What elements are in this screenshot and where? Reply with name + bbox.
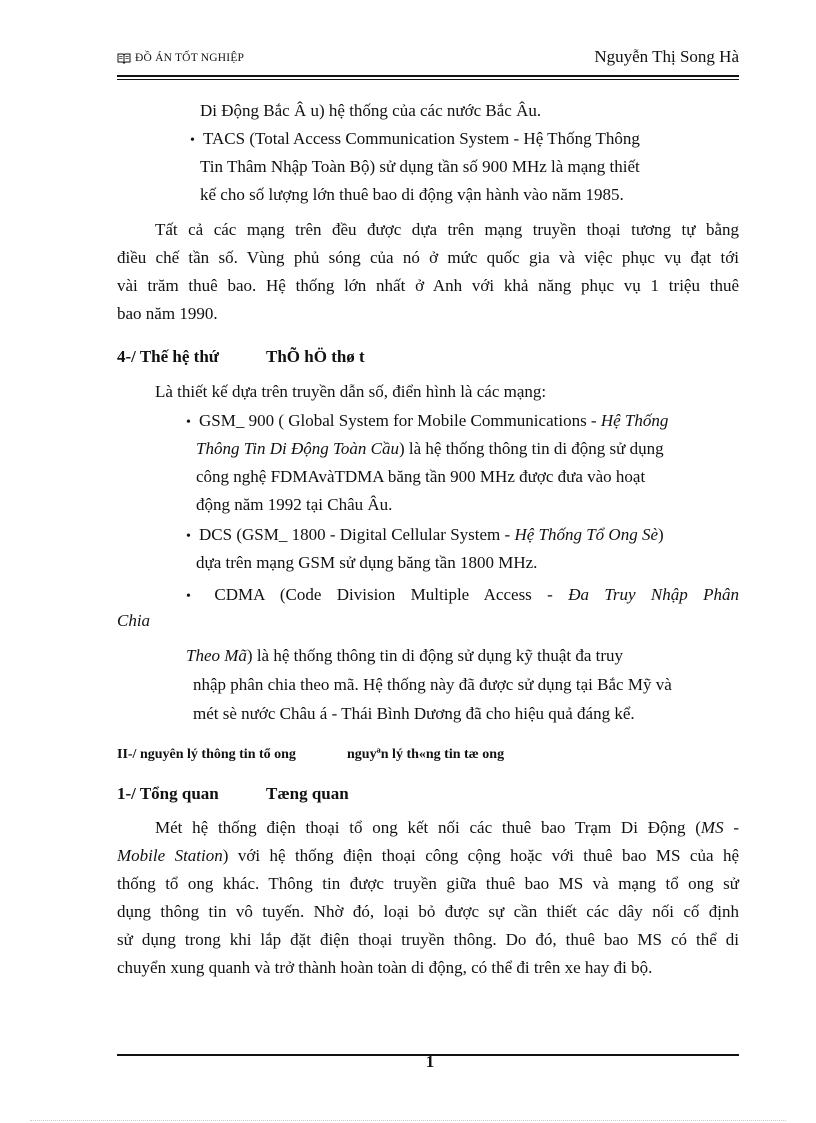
paragraph-line: thống tổ ong khác. Thông tin được truyền giữa thuê bao MS và mạng tổ ong sử	[117, 874, 739, 893]
chapter-heading-alt: nguyªn lý th«ng tin tæ ong	[347, 747, 505, 762]
paragraph-line: Mét hệ thống điện thoại tổ ong kết nối các thuê bao Trạm Di Động (MS -	[155, 818, 739, 837]
text-line: Tin Thâm Nhập Toàn Bộ) sử dụng tần số 900 MHz là mạng thiết	[200, 157, 640, 176]
text-line: dựa trên mạng GSM sử dụng băng tần 1800 MHz.	[196, 553, 538, 572]
text-line: Chia	[117, 611, 151, 630]
header-left	[117, 52, 244, 64]
section-heading: 4-/ Thế hệ thứ	[117, 347, 219, 366]
book-icon	[117, 53, 131, 64]
paragraph-line: Tất cả các mạng trên đều được dựa trên mạng truyền thoại tương tự bằng	[155, 220, 739, 239]
paragraph-line: bao năm 1990.	[117, 304, 218, 323]
text-line: mét sè nước Châu á - Thái Bình Dương đã cho hiệu quả đáng kể.	[193, 704, 635, 723]
page-number: 1	[425, 1052, 435, 1071]
bullet-icon: •	[186, 589, 191, 604]
text-line: kế cho số lượng lớn thuê bao di động vận hành vào năm 1985.	[200, 185, 624, 204]
bullet-icon: •	[190, 133, 195, 148]
chapter-heading: II-/ nguyên lý thông tin tổ ong	[117, 747, 296, 762]
section-heading-alt: ThÕ hÖ thø t	[266, 347, 365, 366]
header-rule-thin	[117, 79, 739, 80]
paragraph-line: chuyển xung quanh và trở thành hoàn toàn di động, có thể đi trên xe hay đi bộ.	[117, 958, 653, 977]
header-title: ĐỒ ÁN TỐT NGHIỆP	[135, 52, 245, 64]
bullet-icon: •	[186, 529, 191, 544]
paragraph-line: vài trăm thuê bao. Hệ thống lớn nhất ở Anh với khả năng phục vụ 1 triệu thuê	[117, 276, 739, 295]
text-line: TACS (Total Access Communication System - Hệ Thống Thông	[203, 129, 640, 148]
paragraph-line: sử dụng trong khi lắp đặt điện thoại truyền thông. Do đó, thuê bao MS có thể di	[117, 930, 739, 949]
paragraph-line: Mobile Station) với hệ thống điện thoại công cộng hoặc với thuê bao MS của hệ	[117, 846, 739, 865]
paragraph-line: điều chế tần số. Vùng phủ sóng của nó ở mức quốc gia và việc phục vụ đạt tới	[117, 248, 739, 267]
page-bottom-divider	[30, 1120, 786, 1121]
section-intro: Là thiết kế dựa trên truyền dẫn số, điển hình là các mạng:	[155, 382, 547, 401]
text-line: động năm 1992 tại Châu Âu.	[196, 495, 393, 514]
bullet-item-tacs	[190, 128, 640, 152]
bullet-item-gsm: • GSM_ 900 ( Global System for Mobile Communications - Hệ Thống	[186, 410, 668, 434]
text-line: Theo Mã) là hệ thống thông tin di động sử dụng kỹ thuật đa truy	[186, 646, 624, 665]
paragraph-line: dụng thông tin vô tuyến. Nhờ đó, loại bỏ được sự cần thiết các dây nối cố định	[117, 902, 739, 921]
text-line: công nghệ FDMAvàTDMA băng tần 900 MHz được đưa vào hoạt	[196, 467, 646, 486]
section-heading: 1-/ Tổng quan	[117, 784, 219, 803]
bullet-item-dcs: • DCS (GSM_ 1800 - Digital Cellular System - Hệ Thống Tổ Ong Sè)	[186, 524, 664, 548]
section-heading-alt: Tæng quan	[266, 784, 349, 803]
text-line: nhập phân chia theo mã. Hệ thống này đã được sử dụng tại Bắc Mỹ và	[193, 675, 672, 694]
text-line: Thông Tin Di Động Toàn Cầu) là hệ thống thông tin di động sử dụng	[196, 439, 664, 458]
header-author: Nguyễn Thị Song Hà	[594, 47, 739, 66]
bullet-icon: •	[186, 415, 191, 430]
page-header	[117, 47, 739, 76]
bullet-item-cdma: • CDMA (Code Division Multiple Access - Đa Truy Nhập Phân	[186, 584, 739, 608]
text-line: Di Động Bắc Â u) hệ thống của các nước Bắc Âu.	[200, 101, 542, 120]
header-rule	[117, 75, 739, 77]
